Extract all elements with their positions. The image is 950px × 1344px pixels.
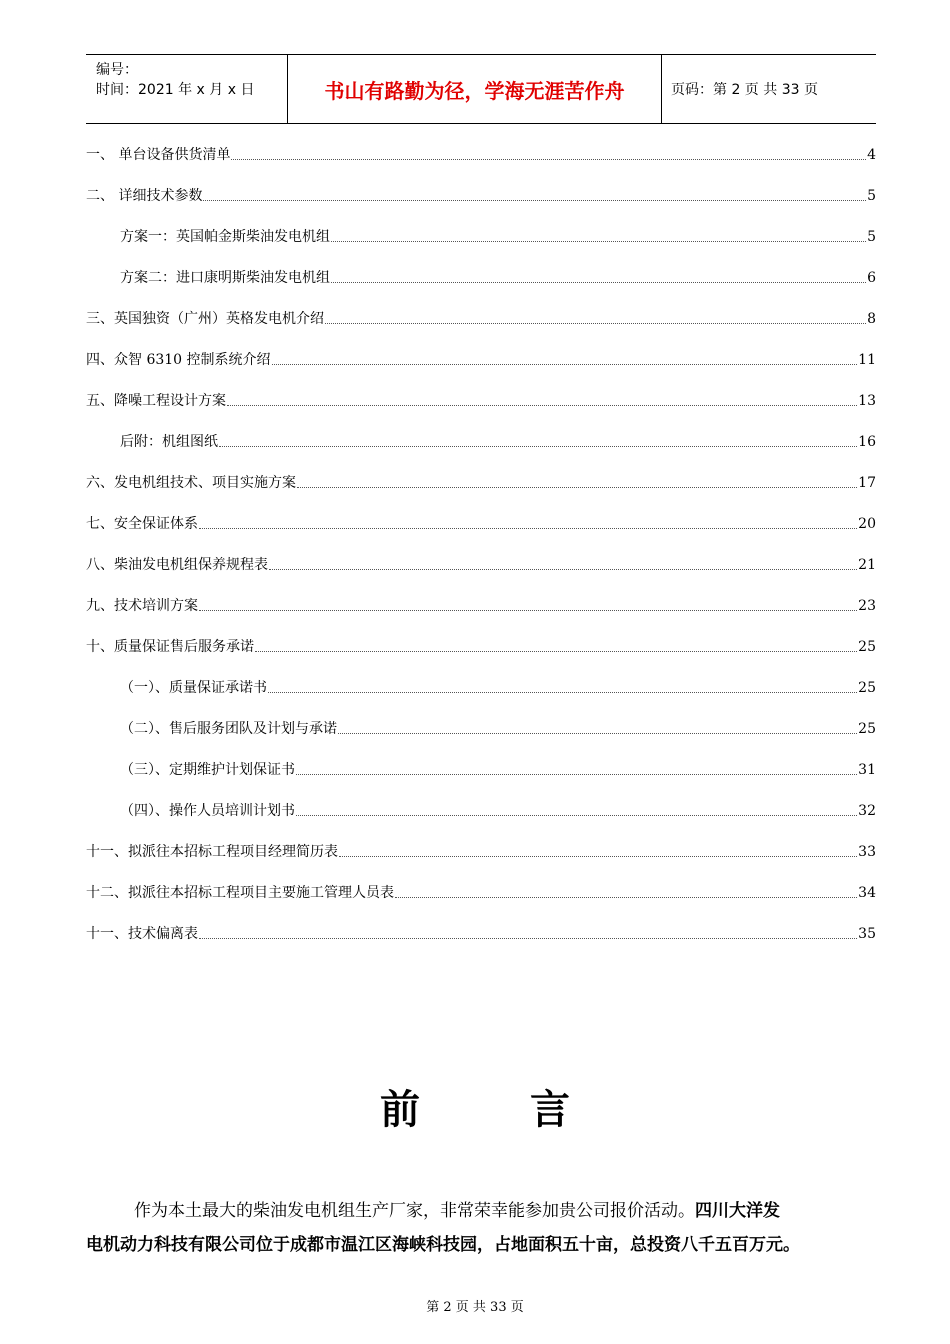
toc-leader-dots (272, 364, 858, 365)
toc-leader-dots (331, 282, 866, 283)
toc-leader-dots (395, 897, 857, 898)
toc-entry-page: 31 (858, 762, 876, 778)
toc-entry-page: 25 (858, 639, 876, 655)
toc-entry[interactable] (86, 181, 876, 205)
toc-entry[interactable] (86, 263, 876, 287)
toc-entry-page: 32 (858, 803, 876, 819)
toc-entry-label: 三、英国独资（广州）英格发电机介绍 (86, 311, 324, 327)
preface-title: 前 言 (380, 1086, 618, 1133)
preface-text-bold: 四川大洋发 (695, 1201, 780, 1221)
toc-entry-page: 21 (858, 557, 876, 573)
toc-entry-page: 4 (867, 147, 876, 163)
number-label: 编号： (96, 62, 138, 78)
toc-leader-dots (331, 241, 866, 242)
toc-entry[interactable] (86, 550, 876, 574)
toc-entry-page: 13 (858, 393, 876, 409)
toc-leader-dots (227, 405, 857, 406)
document-header (86, 54, 876, 124)
toc-leader-dots (199, 610, 857, 611)
toc-entry[interactable] (86, 673, 876, 697)
toc-entry-label: 六、发电机组技术、项目实施方案 (86, 475, 296, 491)
page-footer: 第 2 页 共 33 页 (426, 1300, 524, 1315)
preface-paragraph-line-2: 电机动力科技有限公司位于成都市温江区海峡科技园，占地面积五十亩，总投资八千五百万元。 (86, 1235, 800, 1255)
toc-entry-label: 八、柴油发电机组保养规程表 (86, 557, 268, 573)
toc-entry-page: 17 (858, 475, 876, 491)
toc-entry-label: 一、 单台设备供货清单 (86, 147, 231, 163)
toc-entry[interactable] (86, 837, 876, 861)
toc-entry-label: 后附：机组图纸 (86, 433, 219, 451)
toc-leader-dots (296, 774, 857, 775)
toc-entry[interactable] (86, 632, 876, 656)
toc-entry[interactable] (86, 427, 876, 451)
toc-leader-dots (297, 487, 857, 488)
toc-entry-page: 11 (858, 352, 876, 368)
toc-leader-dots (338, 733, 857, 734)
toc-entry[interactable] (86, 714, 876, 738)
toc-entry-label: 方案一：英国帕金斯柴油发电机组 (86, 228, 331, 246)
toc-entry-label: 十、质量保证售后服务承诺 (86, 639, 254, 655)
header-motto-cell (287, 55, 662, 123)
toc-entry-label: 二、 详细技术参数 (86, 188, 203, 204)
toc-leader-dots (219, 446, 857, 447)
toc-entry-page: 5 (867, 188, 876, 204)
toc-entry-page: 5 (867, 229, 876, 245)
toc-leader-dots (199, 938, 857, 939)
toc-entry-label: 九、技术培训方案 (86, 598, 198, 614)
toc-entry-page: 33 (858, 844, 876, 860)
toc-entry[interactable] (86, 140, 876, 164)
toc-leader-dots (231, 159, 866, 160)
header-motto: 书山有路勤为径，学海无涯苦作舟 (324, 78, 625, 103)
toc-leader-dots (255, 651, 857, 652)
toc-entry[interactable] (86, 222, 876, 246)
toc-entry[interactable] (86, 796, 876, 820)
preface-paragraph-line-1 (86, 1196, 876, 1221)
toc-entry-page: 16 (858, 434, 876, 450)
toc-entry[interactable] (86, 468, 876, 492)
toc-entry-label: 四、众智 6310 控制系统介绍 (86, 352, 271, 368)
header-meta (86, 55, 286, 123)
toc-leader-dots (268, 692, 857, 693)
toc-entry-label: 七、安全保证体系 (86, 516, 198, 532)
toc-entry-label: 十一、技术偏离表 (86, 926, 198, 942)
toc-entry-page: 25 (858, 721, 876, 737)
toc-entry[interactable] (86, 755, 876, 779)
toc-leader-dots (296, 815, 857, 816)
toc-leader-dots (339, 856, 857, 857)
toc-leader-dots (203, 200, 866, 201)
toc-entry-label: 方案二：进口康明斯柴油发电机组 (86, 269, 331, 287)
toc-entry-page: 23 (858, 598, 876, 614)
toc-leader-dots (269, 569, 857, 570)
toc-entry-label: （二）、售后服务团队及计划与承诺 (86, 720, 338, 738)
toc-entry[interactable] (86, 919, 876, 943)
toc-entry-page: 35 (858, 926, 876, 942)
toc-entry-label: （三）、定期维护计划保证书 (86, 761, 296, 779)
toc-entry[interactable] (86, 878, 876, 902)
toc-entry-label: 十一、拟派往本招标工程项目经理简历表 (86, 844, 338, 860)
toc-entry-page: 6 (867, 270, 876, 286)
toc-entry[interactable] (86, 304, 876, 328)
toc-entry-label: （一）、质量保证承诺书 (86, 679, 268, 697)
toc-entry-label: 五、降噪工程设计方案 (86, 393, 226, 409)
toc-leader-dots (199, 528, 857, 529)
time-label: 时间：2021 年 x 月 x 日 (96, 82, 255, 98)
toc-entry[interactable] (86, 345, 876, 369)
preface-text-normal: 作为本土最大的柴油发电机组生产厂家，非常荣幸能参加贵公司报价活动。 (134, 1201, 695, 1221)
toc-entry-page: 20 (858, 516, 876, 532)
toc-entry-label: 十二、拟派往本招标工程项目主要施工管理人员表 (86, 885, 394, 901)
toc-entry[interactable] (86, 591, 876, 615)
toc-entry-label: （四）、操作人员培训计划书 (86, 802, 296, 820)
toc-entry-page: 34 (858, 885, 876, 901)
header-page-info: 页码：第 2 页 共 33 页 (671, 82, 818, 98)
toc-leader-dots (325, 323, 866, 324)
toc-entry-page: 25 (858, 680, 876, 696)
toc-entry[interactable] (86, 386, 876, 410)
toc-entry-page: 8 (867, 311, 876, 327)
toc-entry[interactable] (86, 509, 876, 533)
